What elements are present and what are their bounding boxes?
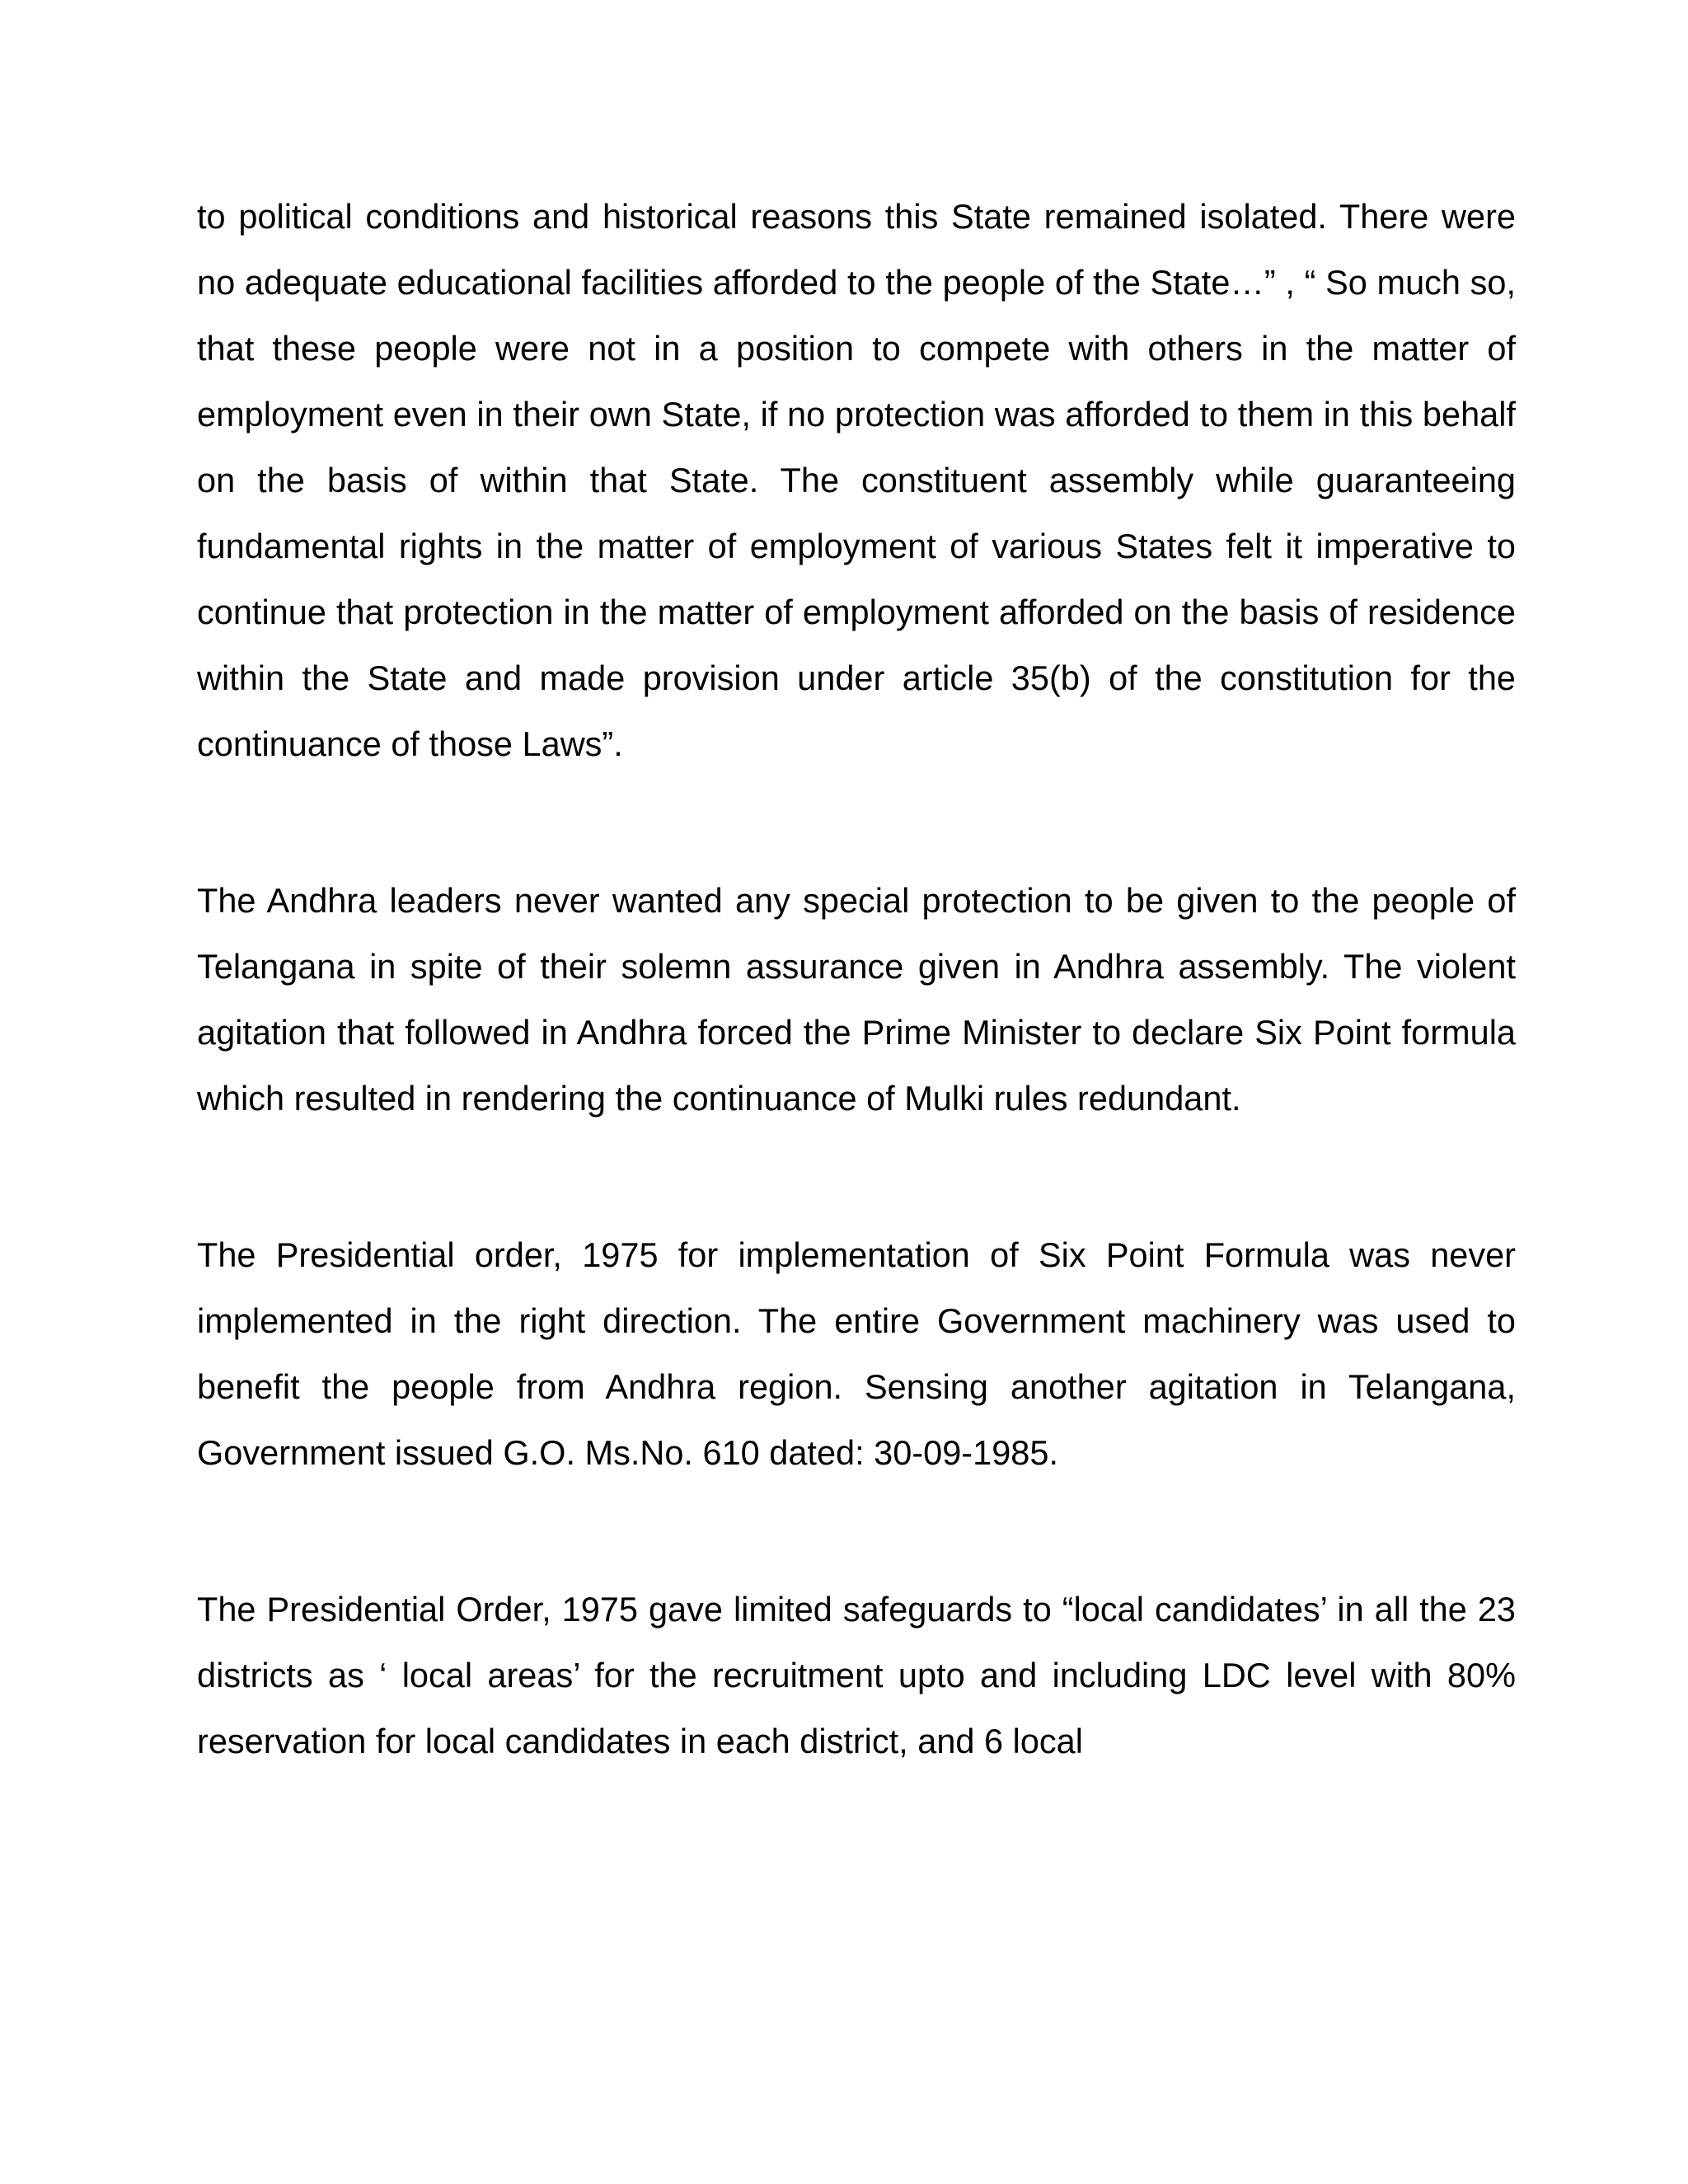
paragraph-spacer [197,777,1516,868]
document-page [197,184,1516,1774]
paragraph-local-candidates-safeguards: The Presidential Order, 1975 gave limited safeguards to “local candidates’ in all the 23 districts as ‘ local areas’ for the recruitment upto and including LDC level with 80% reservation for local candidates in each district, and 6 local [197,1590,1516,1760]
paragraph-spacer [197,1132,1516,1222]
paragraph-spacer [197,1486,1516,1577]
paragraph-presidential-order-implementation: The Presidential order, 1975 for implementation of Six Point Formula was never implemented in the right direction. The entire Government machinery was used to benefit the people from Andhra region. Sensing another agitation in Telangana, Government issued G.O. Ms.No. 610 dated: 30-09-1985. [197,1235,1516,1472]
paragraph-andhra-leaders: The Andhra leaders never wanted any special protection to be given to the people of Telangana in spite of their solemn assurance given in Andhra assembly. The violent agitation that followed in Andhra forced the Prime Minister to declare Six Point formula which resulted in rendering the continuance of Mulki rules redundant. [197,881,1516,1118]
paragraph-historical-isolation: to political conditions and historical reasons this State remained isolated. There were no adequate educational facilities afforded to the people of the State…” , “ So much so, that these people were not in a position to compete with others in the matter of employment even in their own State, if no protection was afforded to them in this behalf on the basis of within that State. The constituent assembly while guaranteeing fundamental rights in the matter of employment of various States felt it imperative to continue that protection in the matter of employment afforded on the basis of residence within the State and made provision under article 35(b) of the constitution for the continuance of those Laws”. [197,197,1516,763]
